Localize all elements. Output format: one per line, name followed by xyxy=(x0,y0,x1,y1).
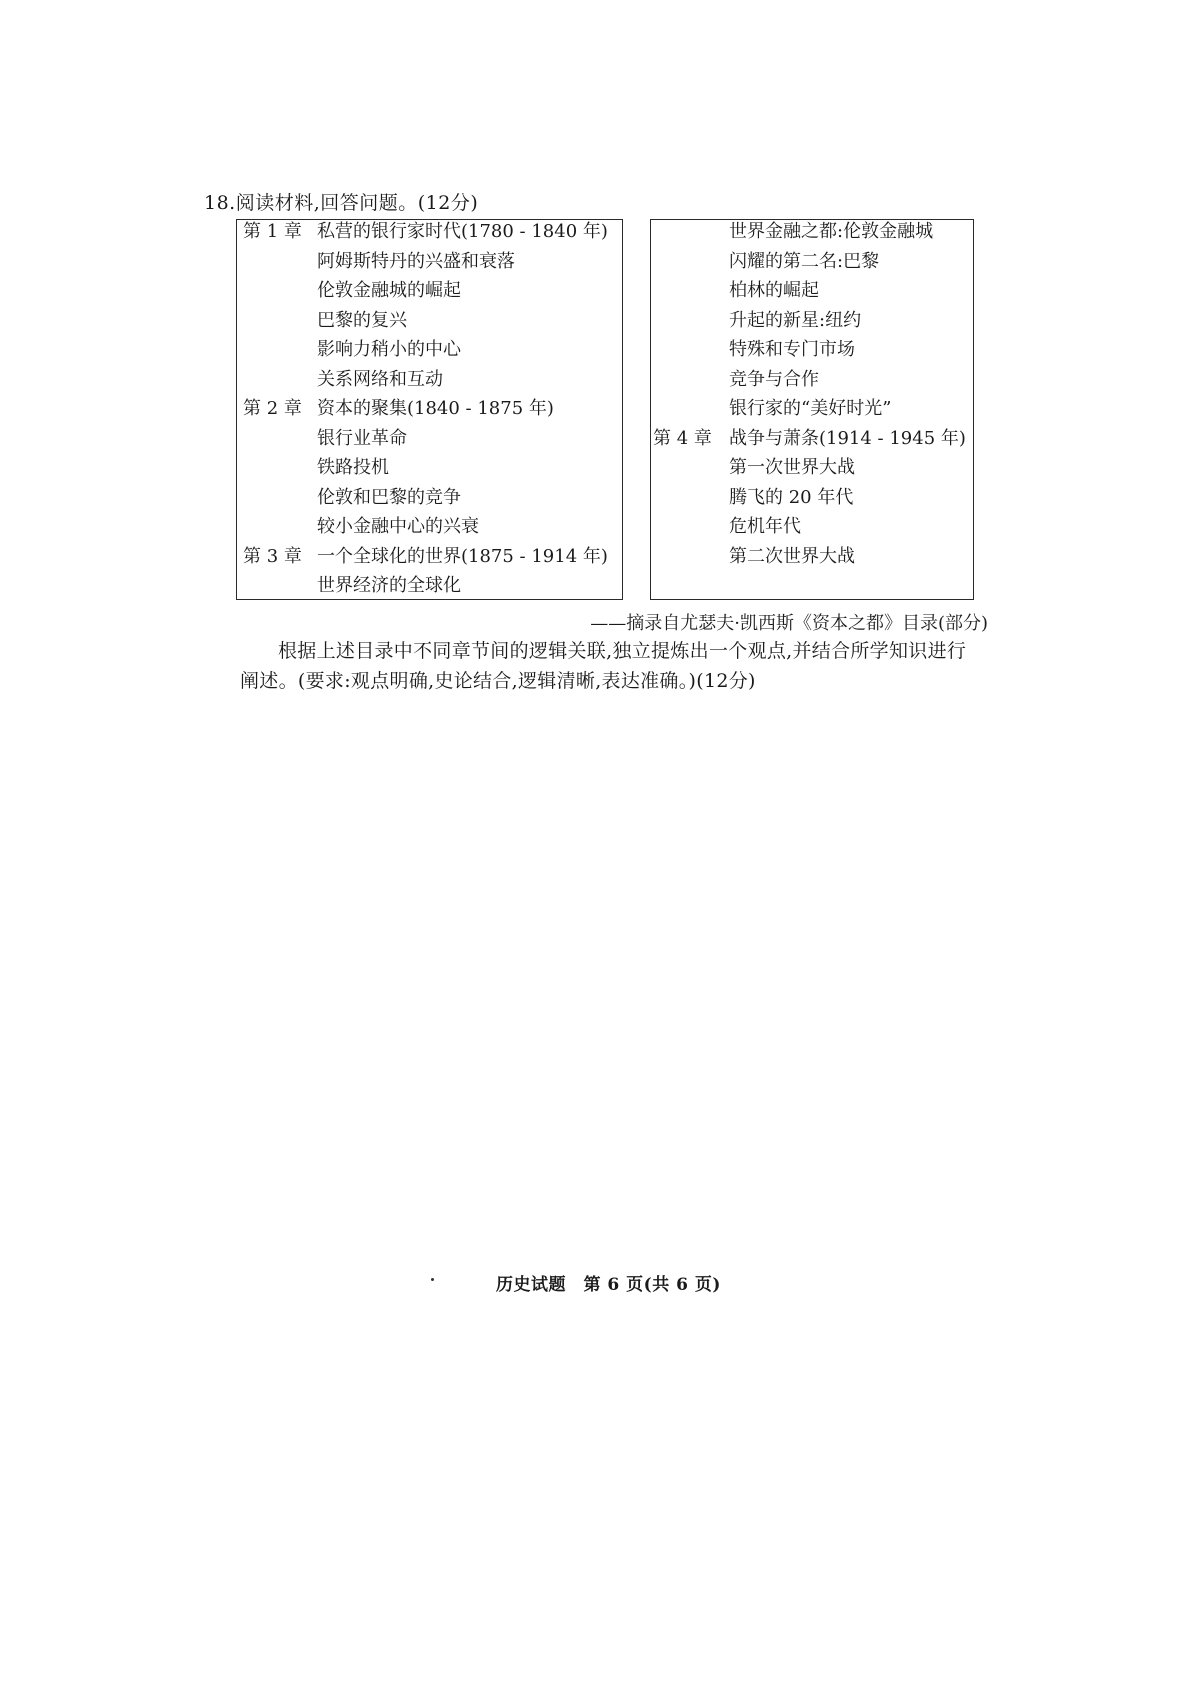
toc-entry xyxy=(651,483,973,513)
prompt-line-1: 根据上述目录中不同章节间的逻辑关联,独立提炼出一个观点,并结合所学知识进行 xyxy=(278,640,967,662)
toc-entry xyxy=(237,424,622,454)
toc-entry xyxy=(651,276,973,306)
question-title: 18.阅读材料,回答问题。(12分) xyxy=(204,192,479,214)
toc-entry xyxy=(237,483,622,513)
toc-left-box xyxy=(236,219,623,600)
toc-entry-text: 私营的银行家时代(1780 - 1840 年) xyxy=(317,221,608,242)
toc-entry-text: 危机年代 xyxy=(729,516,801,537)
toc-entry xyxy=(651,542,973,572)
toc-entry xyxy=(651,247,973,277)
toc-entry-text: 第一次世界大战 xyxy=(729,457,855,478)
toc-entry xyxy=(237,247,622,277)
toc-entry xyxy=(651,453,973,483)
toc-entry-text: 腾飞的 20 年代 xyxy=(729,486,854,508)
toc-entry-text: 伦敦金融城的崛起 xyxy=(317,280,461,301)
toc-entry-text: 柏林的崛起 xyxy=(729,280,819,301)
toc-entry xyxy=(651,335,973,365)
toc-entry-text: 战争与萧条(1914 - 1945 年) xyxy=(729,427,966,449)
toc-entry-text: 世界金融之都:伦敦金融城 xyxy=(729,221,934,242)
toc-entry-text: 巴黎的复兴 xyxy=(317,309,407,331)
toc-entry-text: 较小金融中心的兴衰 xyxy=(317,516,479,537)
chapter-label: 第 2 章 xyxy=(243,398,302,419)
toc-entry-text: 铁路投机 xyxy=(317,457,389,478)
toc-entry xyxy=(237,394,622,424)
toc-entry xyxy=(237,276,622,306)
toc-entry xyxy=(651,512,973,542)
page-footer: 历史试题 第 6 页(共 6 页) xyxy=(496,1275,721,1295)
toc-entry xyxy=(651,424,973,454)
toc-entry xyxy=(237,365,622,395)
toc-entry-text: 特殊和专门市场 xyxy=(729,339,855,360)
scan-speck xyxy=(431,1278,434,1281)
toc-entry-text: 关系网络和互动 xyxy=(317,368,443,390)
toc-entry-text: 世界经济的全球化 xyxy=(317,575,461,596)
toc-entry-text: 升起的新星:纽约 xyxy=(729,309,862,331)
chapter-label: 第 3 章 xyxy=(243,545,302,567)
toc-entry xyxy=(237,217,622,247)
toc-entry xyxy=(651,217,973,247)
toc-entry-text: 闪耀的第二名:巴黎 xyxy=(729,250,880,272)
toc-entry-text: 阿姆斯特丹的兴盛和衰落 xyxy=(317,250,515,272)
question-prompt xyxy=(240,636,992,696)
toc-entry-text: 影响力稍小的中心 xyxy=(317,339,461,360)
toc-entry xyxy=(237,542,622,572)
toc-entry xyxy=(237,335,622,365)
prompt-line-2: 阐述。(要求:观点明确,史论结合,逻辑清晰,表达准确。)(12分) xyxy=(240,670,756,692)
toc-entry xyxy=(237,571,622,601)
toc-entry xyxy=(651,394,973,424)
chapter-label: 第 4 章 xyxy=(653,427,712,449)
toc-entry xyxy=(237,512,622,542)
toc-entry xyxy=(237,453,622,483)
toc-entry-text: 第二次世界大战 xyxy=(729,545,855,567)
toc-entry-text: 银行家的“美好时光” xyxy=(729,398,892,419)
toc-entry xyxy=(651,306,973,336)
chapter-label: 第 1 章 xyxy=(243,221,302,242)
toc-entry-text: 竞争与合作 xyxy=(729,368,819,390)
toc-entry xyxy=(651,365,973,395)
toc-entry-text: 一个全球化的世界(1875 - 1914 年) xyxy=(317,545,608,567)
toc-entry-text: 银行业革命 xyxy=(317,427,407,449)
toc-entry xyxy=(237,306,622,336)
source-citation: ——摘录自尤瑟夫·凯西斯《资本之都》目录(部分) xyxy=(590,613,988,634)
toc-right-box xyxy=(650,219,974,600)
toc-entry-text: 伦敦和巴黎的竞争 xyxy=(317,486,461,508)
toc-entry-text: 资本的聚集(1840 - 1875 年) xyxy=(317,398,554,419)
